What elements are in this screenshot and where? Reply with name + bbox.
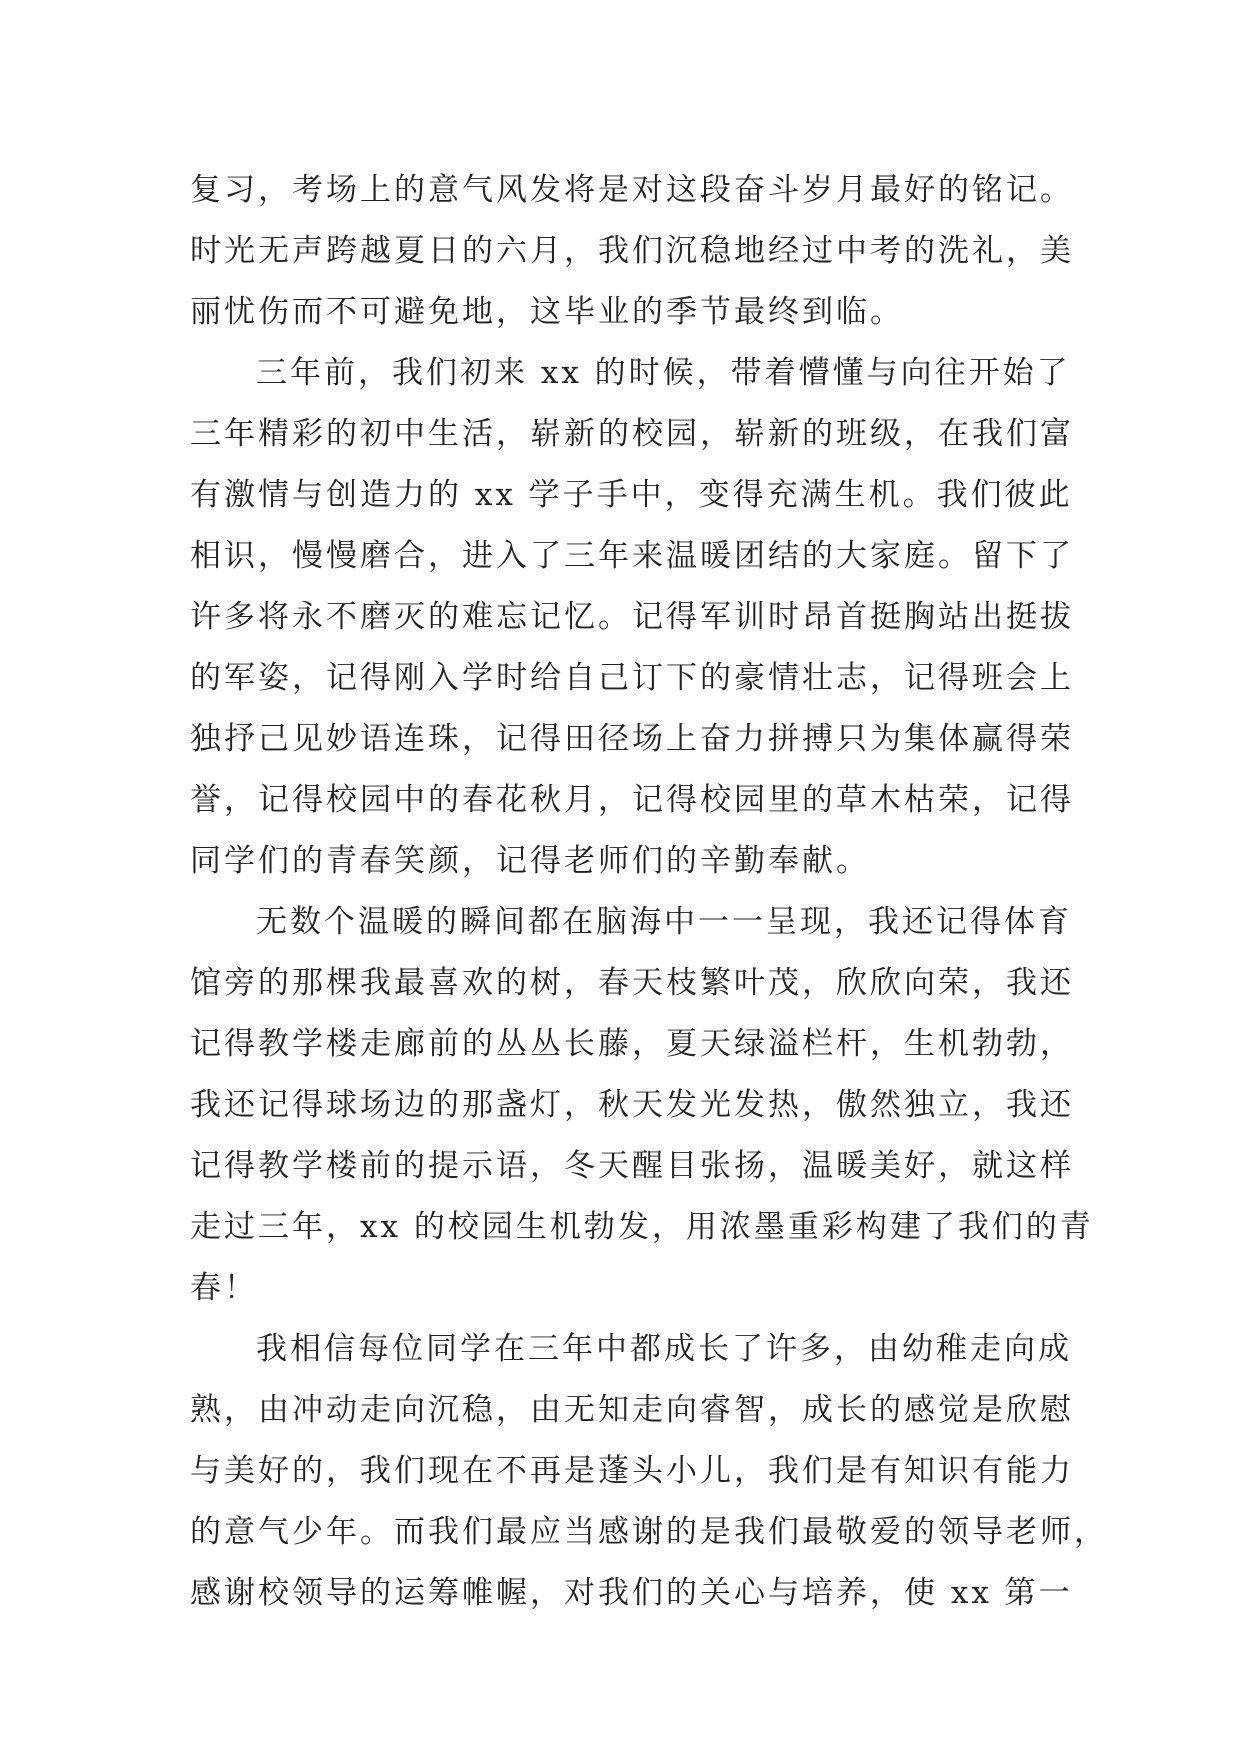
text-line: 走过三年，xx 的校园生机勃发，用浓墨重彩构建了我们的青 [190,1209,1094,1245]
text-line: 丽忧伤而不可避免地，这毕业的季节最终到临。 [190,294,904,330]
text-line: 许多将永不磨灭的难忘记忆。记得军训时昂首挺胸站出挺拔 [190,599,1074,635]
text-line: 感谢校领导的运筹帷幄，对我们的关心与培养，使 xx 第一 [190,1575,1073,1611]
text-line: 我还记得球场边的那盏灯，秋天发光发热，傲然独立，我还 [190,1087,1074,1123]
body-text [190,160,1108,1624]
text-line: 时光无声跨越夏日的六月，我们沉稳地经过中考的洗礼，美 [190,233,1074,269]
text-line: 誉，记得校园中的春花秋月，记得校园里的草木枯荣，记得 [190,782,1074,818]
paragraph-first-line: 三年前，我们初来 xx 的时候，带着懵懂与向往开始了 [256,355,1071,391]
text-line: 三年精彩的初中生活，崭新的校园，崭新的班级，在我们富 [190,416,1074,452]
text-line: 相识，慢慢磨合，进入了三年来温暖团结的大家庭。留下了 [190,538,1074,574]
text-line: 熟，由冲动走向沉稳，由无知走向睿智，成长的感觉是欣慰 [190,1392,1074,1428]
text-line: 与美好的，我们现在不再是蓬头小儿，我们是有知识有能力 [190,1453,1074,1489]
text-line: 馆旁的那棵我最喜欢的树，春天枝繁叶茂，欣欣向荣，我还 [190,965,1074,1001]
text-line: 的意气少年。而我们最应当感谢的是我们最敬爱的领导老师， [190,1514,1108,1550]
paragraph-first-line: 我相信每位同学在三年中都成长了许多，由幼稚走向成 [256,1331,1072,1367]
text-line: 同学们的青春笑颜，记得老师们的辛勤奉献。 [190,843,870,879]
paragraph-first-line: 无数个温暖的瞬间都在脑海中一一呈现，我还记得体育 [256,904,1072,940]
text-line: 记得教学楼走廊前的丛丛长藤，夏天绿溢栏杆，生机勃勃， [190,1026,1074,1062]
text-line: 春！ [190,1270,258,1306]
text-line: 有激情与创造力的 xx 学子手中，变得充满生机。我们彼此 [190,477,1073,513]
text-line: 记得教学楼前的提示语，冬天醒目张扬，温暖美好，就这样 [190,1148,1074,1184]
text-line: 的军姿，记得刚入学时给自己订下的豪情壮志，记得班会上 [190,660,1074,696]
text-line: 复习，考场上的意气风发将是对这段奋斗岁月最好的铭记。 [190,172,1074,208]
text-line: 独抒己见妙语连珠，记得田径场上奋力拼搏只为集体赢得荣 [190,721,1074,757]
